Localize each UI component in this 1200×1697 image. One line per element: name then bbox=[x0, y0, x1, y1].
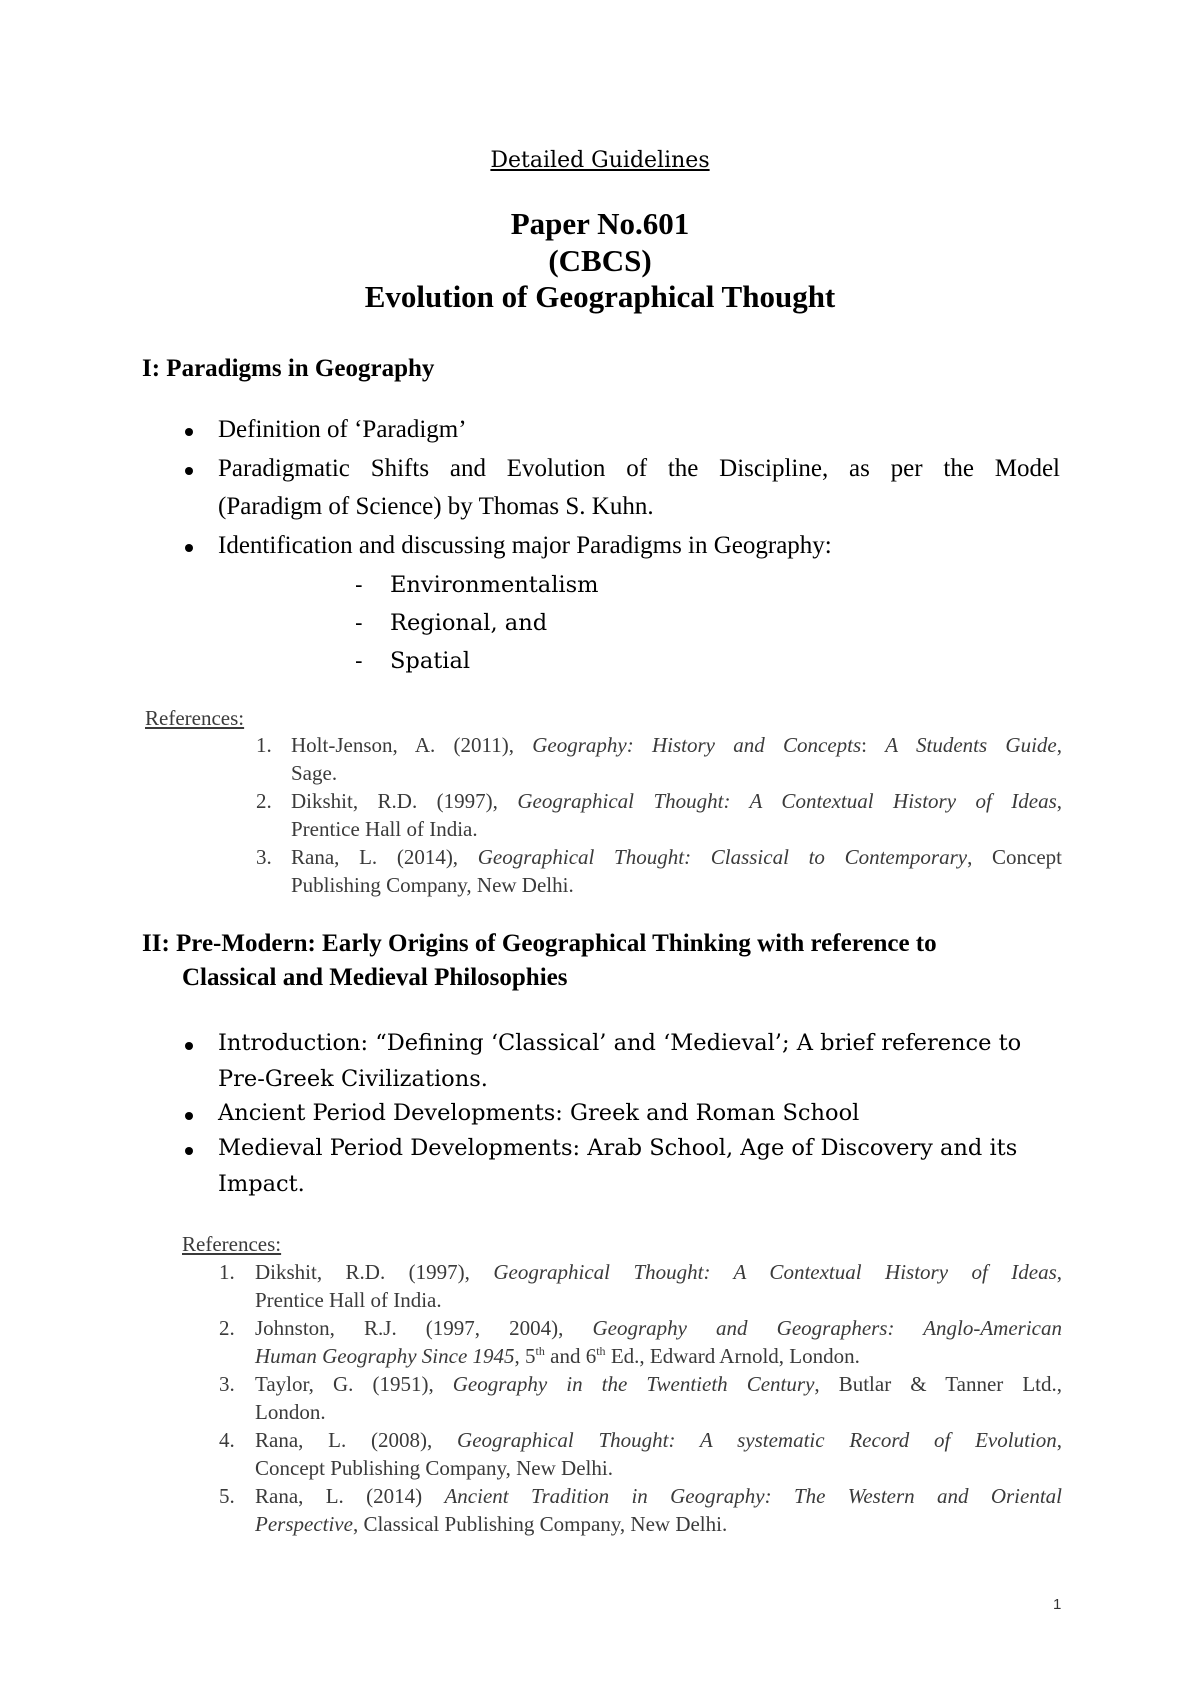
paradigm-item: Spatial bbox=[390, 648, 471, 674]
reference-entry: Rana, L. (2008), Geographical Thought: A systematic Record of Evolution, bbox=[255, 1428, 1062, 1452]
section-2-bullet-continuation: Pre-Greek Civilizations. bbox=[218, 1066, 488, 1092]
reference-entry: Holt-Jenson, A. (2011), Geography: History and Concepts: A Students Guide, bbox=[291, 733, 1062, 757]
detailed-guidelines-heading: Detailed Guidelines bbox=[490, 148, 710, 173]
reference-number: 2. bbox=[219, 1316, 235, 1340]
section-1-bullet: Definition of ‘Paradigm’ bbox=[218, 416, 467, 443]
reference-entry-continuation: Prentice Hall of India. bbox=[291, 817, 478, 841]
reference-number: 2. bbox=[256, 789, 272, 813]
section-1-bullet-continuation: (Paradigm of Science) by Thomas S. Kuhn. bbox=[218, 493, 654, 520]
reference-number: 3. bbox=[219, 1372, 235, 1396]
reference-entry: Taylor, G. (1951), Geography in the Twentieth Century, Butlar & Tanner Ltd., bbox=[255, 1372, 1062, 1396]
bullet-icon bbox=[185, 544, 193, 552]
reference-entry-continuation: Sage. bbox=[291, 761, 338, 785]
reference-entry: Johnston, R.J. (1997, 2004), Geography and Geographers: Anglo-American bbox=[255, 1316, 1062, 1340]
section-2-heading: II: Pre-Modern: Early Origins of Geographical Thinking with reference to bbox=[142, 930, 937, 957]
section-1-references-label: References: bbox=[145, 706, 245, 730]
reference-number: 5. bbox=[219, 1484, 235, 1508]
reference-entry: Rana, L. (2014) Ancient Tradition in Geography: The Western and Oriental bbox=[255, 1484, 1062, 1508]
section-1-heading: I: Paradigms in Geography bbox=[142, 355, 435, 382]
page-number: 1 bbox=[1053, 1596, 1062, 1613]
reference-number: 3. bbox=[256, 845, 272, 869]
reference-entry-continuation: London. bbox=[255, 1400, 326, 1424]
reference-entry: Rana, L. (2014), Geographical Thought: Classical to Contemporary, Concept bbox=[291, 845, 1062, 869]
bullet-icon bbox=[185, 1112, 193, 1120]
section-1-bullet: Identification and discussing major Paradigms in Geography: bbox=[218, 532, 832, 559]
reference-number: 4. bbox=[219, 1428, 235, 1452]
section-2-heading-continuation: Classical and Medieval Philosophies bbox=[182, 964, 568, 991]
bullet-icon bbox=[185, 1147, 193, 1155]
dash-icon: - bbox=[355, 572, 363, 598]
paper-number: Paper No.601 bbox=[510, 206, 690, 241]
scheme-label: (CBCS) bbox=[548, 243, 652, 278]
reference-number: 1. bbox=[219, 1260, 235, 1284]
section-2-bullet: Ancient Period Developments: Greek and Roman School bbox=[218, 1100, 860, 1126]
reference-number: 1. bbox=[256, 733, 272, 757]
section-2-bullet: Introduction: “Defining ‘Classical’ and ‘Medieval’; A brief reference to bbox=[218, 1030, 1022, 1056]
section-1-bullet: Paradigmatic Shifts and Evolution of the Discipline, as per the Model bbox=[218, 455, 1060, 482]
course-title: Evolution of Geographical Thought bbox=[364, 279, 836, 314]
reference-entry-continuation: Perspective, Classical Publishing Company, New Delhi. bbox=[255, 1512, 728, 1536]
reference-entry-continuation: Concept Publishing Company, New Delhi. bbox=[255, 1456, 613, 1480]
bullet-icon bbox=[185, 467, 193, 475]
paradigm-item: Environmentalism bbox=[390, 572, 599, 598]
section-2-bullet-continuation: Impact. bbox=[218, 1171, 305, 1197]
bullet-icon bbox=[185, 1042, 193, 1050]
bullet-icon bbox=[185, 428, 193, 436]
reference-entry-continuation: Publishing Company, New Delhi. bbox=[291, 873, 574, 897]
reference-entry-continuation: Human Geography Since 1945, 5th and 6th Ed., Edward Arnold, London. bbox=[255, 1344, 860, 1368]
reference-entry: Dikshit, R.D. (1997), Geographical Thought: A Contextual History of Ideas, bbox=[291, 789, 1063, 813]
reference-entry: Dikshit, R.D. (1997), Geographical Thought: A Contextual History of Ideas, bbox=[255, 1260, 1063, 1284]
reference-entry-continuation: Prentice Hall of India. bbox=[255, 1288, 442, 1312]
dash-icon: - bbox=[355, 610, 363, 636]
section-2-references-label: References: bbox=[182, 1232, 282, 1256]
paradigm-item: Regional, and bbox=[390, 610, 548, 636]
dash-icon: - bbox=[355, 648, 363, 674]
section-2-bullet: Medieval Period Developments: Arab School, Age of Discovery and its bbox=[218, 1135, 1018, 1161]
